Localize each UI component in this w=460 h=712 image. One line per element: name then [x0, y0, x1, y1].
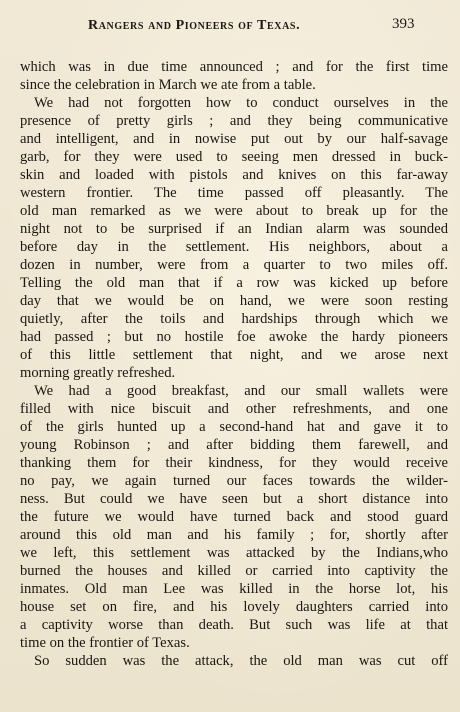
body-text [20, 58, 448, 670]
text-line: So sudden was the attack, the old man was cut off [34, 653, 448, 669]
text-line: We had not forgotten how to conduct ourselves in the [34, 95, 448, 111]
text-line: We had a good breakfast, and our small wallets were [34, 383, 448, 399]
text-line: which was in due time announced ; and for the first time [20, 59, 448, 75]
text-line: ness. But could we have seen but a short distance into [20, 491, 448, 507]
text-line: day that we would be on hand, we were soon resting [20, 293, 448, 309]
text-line: the future we would have turned back and stood guard [20, 509, 448, 525]
text-line: presence of pretty girls ; and they being communicative [20, 113, 448, 129]
text-line: we left, this settlement was attacked by the Indians,who [20, 545, 448, 561]
text-line: time on the frontier of Texas. [20, 635, 190, 651]
page-number: 393 [392, 16, 415, 32]
page-header [0, 14, 460, 38]
text-line: filled with nice biscuit and other refreshments, and one [20, 401, 448, 417]
text-line: old man remarked as we were about to break up for the [20, 203, 448, 219]
text-line: Telling the old man that if a row was kicked up before [20, 275, 448, 291]
text-line: inmates. Old man Lee was killed in the horse lot, his [20, 581, 448, 597]
text-line: dozen in number, were from a quarter to two miles off. [20, 257, 448, 273]
text-line: and intelligent, and in nowise put out by our half-savage [20, 131, 448, 147]
text-line: no pay, we again turned our faces towards the wilder- [20, 473, 448, 489]
text-line: thanking them for their kindness, for they would receive [20, 455, 448, 471]
text-line: a captivity worse than death. But such was life at that [20, 617, 448, 633]
text-line: burned the houses and killed or carried into captivity the [20, 563, 448, 579]
text-line: night not to be surprised if an Indian alarm was sounded [20, 221, 448, 237]
text-line: of this little settlement that night, and we arose next [20, 347, 448, 363]
text-line: since the celebration in March we ate from a table. [20, 77, 316, 93]
running-title: Rangers and Pioneers of Texas. [88, 18, 301, 33]
text-line: before day in the settlement. His neighbors, about a [20, 239, 448, 255]
text-line: house set on fire, and his lovely daughters carried into [20, 599, 448, 615]
text-line: had passed ; but no hostile foe awoke the hardy pioneers [20, 329, 448, 345]
text-line: garb, for they were used to seeing men dressed in buck- [20, 149, 448, 165]
text-line: western frontier. The time passed off pleasantly. The [20, 185, 448, 201]
text-line: skin and loaded with pistols and knives on this far-away [20, 167, 448, 183]
text-line: of the girls hunted up a second-hand hat and gave it to [20, 419, 448, 435]
text-line: young Robinson ; and after bidding them farewell, and [20, 437, 448, 453]
text-line: around this old man and his family ; for, shortly after [20, 527, 448, 543]
text-line: quietly, after the toils and hardships through which we [20, 311, 448, 327]
text-line: morning greatly refreshed. [20, 365, 176, 381]
